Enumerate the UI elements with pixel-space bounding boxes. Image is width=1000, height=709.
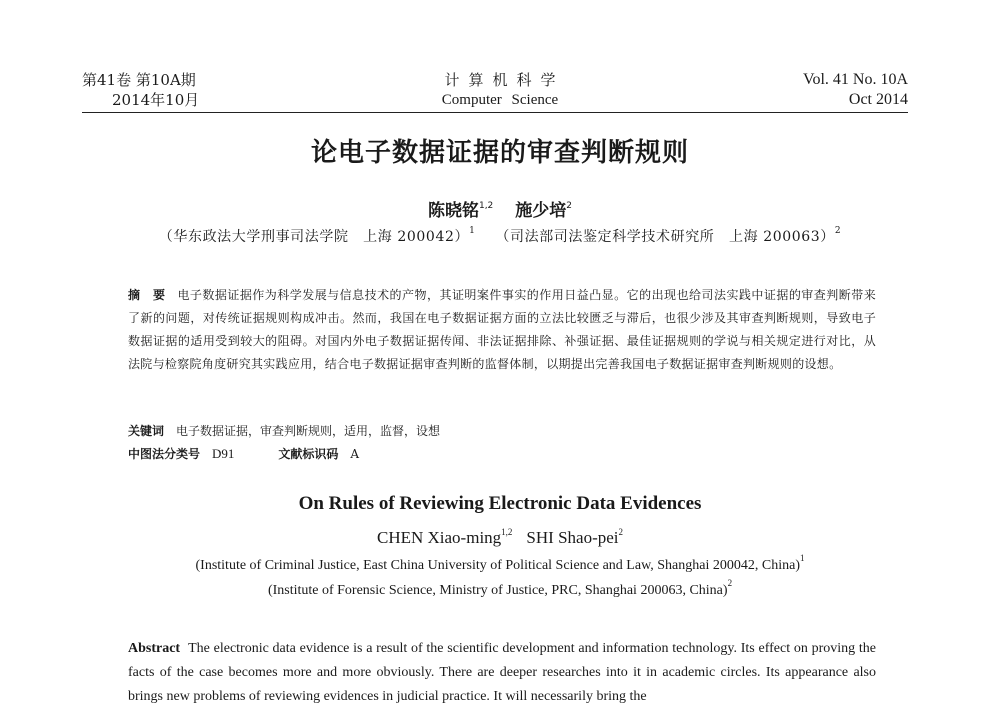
keywords-cn	[128, 421, 440, 441]
cls-value: D91	[212, 446, 235, 461]
affiliation-mark: 1	[469, 226, 476, 236]
abstract-cn	[128, 284, 876, 376]
affiliation-mark: 2	[727, 578, 733, 588]
author-list-en	[0, 528, 1000, 548]
header-rule	[82, 112, 908, 113]
affiliation: （司法部司法鉴定科学技术研究所 上海 200063）	[495, 229, 835, 245]
doc-code-label: 文献标识码	[278, 447, 339, 461]
issue-info-en	[803, 70, 908, 110]
volume-issue-en: Vol. 41 No. 10A	[802, 71, 908, 88]
author-affil-mark: 1,2	[478, 201, 494, 211]
abstract-text-en: The electronic data evidence is a result of the scientific development and information technology. Its effect on proving the facts of the case becomes more and more obviously. There are deeper researches into it in academic circles. Its appearance also brings new problems of reviewing evidences in judicial practice. It will necessarily bring the	[128, 641, 876, 704]
cls-label: 中图法分类号	[128, 447, 201, 461]
journal-name-cn: 计算机科学	[444, 71, 565, 89]
classification-line	[128, 444, 359, 464]
abstract-label-cn: 摘 要	[128, 288, 166, 302]
keywords-text-cn: 电子数据证据，审查判断规则，适用，监督，设想	[176, 424, 441, 438]
paper-title-en: On Rules of Reviewing Electronic Data Evidences	[298, 493, 702, 514]
abstract-en	[128, 637, 876, 709]
author-affil-mark: 2	[566, 201, 573, 211]
journal-name-en: Computer Science	[441, 92, 559, 108]
author-name: 陈晓铭	[427, 201, 479, 221]
author-affil-mark: 1,2	[501, 527, 513, 537]
paper-title-cn: 论电子数据证据的审查判断规则	[310, 138, 689, 168]
issue-date-en: Oct 2014	[848, 91, 908, 108]
author-affil-mark: 2	[618, 527, 623, 537]
affiliation-mark: 1	[799, 553, 805, 563]
author-name: 施少培	[515, 201, 567, 221]
affiliation-list-cn	[0, 226, 1000, 246]
affiliation-mark: 2	[834, 226, 842, 236]
author-name: SHI Shao-pei	[526, 528, 619, 547]
issue-date-cn: 2014年10月	[112, 91, 200, 109]
author-list-cn	[0, 196, 1000, 221]
doc-code-value: A	[350, 447, 360, 461]
affiliation: （华东政法大学刑事司法学院 上海 200042）	[158, 229, 470, 245]
volume-issue: 第41卷 第10A期	[82, 71, 196, 89]
affiliation-en: (Institute of Criminal Justice, East China University of Political Science and Law, Shanghai 200042, China)$^1$	[195, 553, 805, 573]
keywords-label-cn: 关键词	[128, 424, 165, 438]
running-header	[0, 70, 1000, 114]
abstract-text-cn: 电子数据证据作为科学发展与信息技术的产物，其证明案件事实的作用日益凸显。它的出现也给司法实践中证据的审查判断带来了新的问题，对传统证据规则构成冲击。然而，我国在电子数据证据方面的立法比较匮乏与滞后，也很少涉及其审查判断规则，导致电子数据证据的适用受到较大的阻碍。对国内外电子数据证据传闻、非法证据排除、补强证据、最佳证据规则的学说与相关规定进行对比，从法院与检察院角度研究其实践应用，结合电子数据证据审查判断的监督体制，以期提出完善我国电子数据证据审查判断规则的设想。	[128, 288, 876, 371]
author-name: CHEN Xiao-ming	[376, 528, 502, 547]
affiliation-en: (Institute of Forensic Science, Ministry of Justice, PRC, Shanghai 200063, China)$^2$	[267, 578, 733, 598]
abstract-label-en: Abstract	[128, 641, 181, 656]
